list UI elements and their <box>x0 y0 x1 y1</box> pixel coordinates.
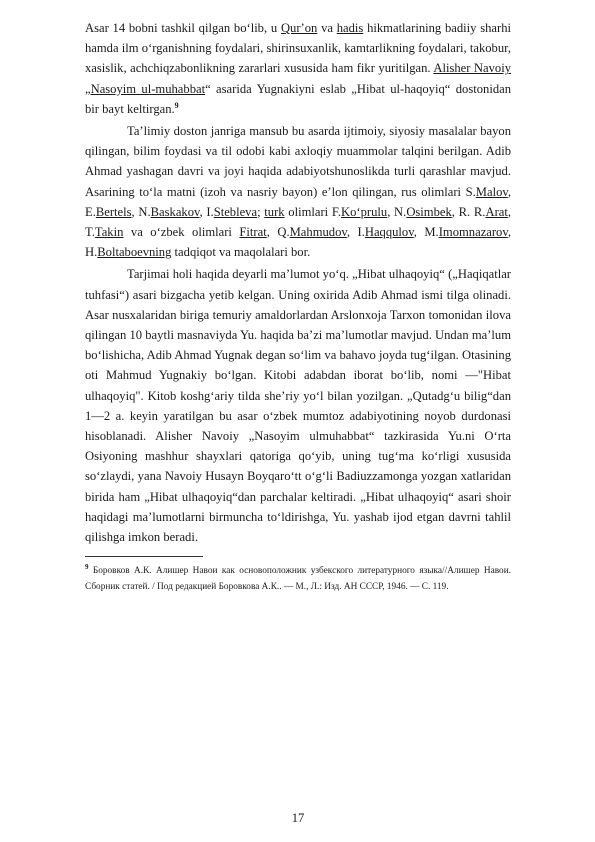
footnote-number: 9 <box>85 563 89 572</box>
text-run: “ asarida Yugnakiyni eslab „Hibat ul-haqoyiq“ dostonidan bir bayt keltirgan. <box>85 81 511 116</box>
link-imomnazarov[interactable]: Imomnazarov <box>438 225 508 240</box>
text-run: , H. <box>85 225 511 260</box>
link-haqqulov[interactable]: Haqqulov <box>364 225 414 240</box>
link-quron[interactable]: Qurʼon <box>280 21 318 35</box>
link-osimbek[interactable]: Osimbek <box>406 204 452 219</box>
link-alisher-navoiy[interactable]: Alisher Navoiy <box>433 61 512 76</box>
text-run: , N. <box>387 204 407 219</box>
text-run: , Q. <box>266 225 290 240</box>
text-run: va <box>317 21 337 35</box>
text-run: Asar 14 bobni tashkil qilgan boʻlib, u <box>85 21 281 35</box>
paragraph-3: Tarjimai holi haqida deyarli maʼlumot yoʻq. „Hibat ulhaqoyiq“ („Haqiqatlar tuhfasi“) asari bizgacha yetib kelgan. Uning oxirida Adib Ahmad ismi tilga olinadi. Asar nusxalaridan biriga temuriy amaldorlardan Arslonxoja Tarxon tomonidan ilova qilingan 10 baytli masnaviyda Yu. haqida baʼzi maʼlumotlar mavjud. Undan maʼlum boʻlishicha, Adib Ahmad Yugnak degan soʻlim va bahavo joyda tugʻilgan. Otasining oti Mahmud Yugnakiy boʻlgan. Kitobi adabdan iborat boʻlib, nomi —"Hibat ulhaqoyiq". Kitob koshgʻariy tilda sheʼriy yoʻl bilan yozilgan. „Qutadgʻu bilig“dan 1—2 a. keyin yaratilgan bu asar oʻzbek mumtoz adabiyotining noyob durdonasi hisoblanadi. Alisher Navoiy „Nasoyim ulmuhabbat“ tazkirasida Yu.ni Oʻrta Osiyoning mashhur shayxlari qatoriga qoʻyib, uning tugʻma koʻrligi xususida soʻzlaydi, yana Navoiy Husayn Boyqaroʻtt oʻgʻli Badiuzzamonga yozgan xatlaridan birida ham „Hibat ulhaqoyiq“dan parchalar keltiradi. „Hibat ulhaqoyiq“ asari shoir haqidagi maʼlumotlarni birmuncha toʻldirishga, Yu. yashab ijod etgan davrni tahlil qilishga imkon beradi. <box>85 267 511 545</box>
link-boltaboevning[interactable]: Boltaboevning <box>97 245 172 260</box>
text-run: tadqiqot va maqolalari bor. <box>171 245 311 260</box>
link-baskakov[interactable]: Baskakov <box>150 204 200 219</box>
text-run: , M. <box>413 225 439 240</box>
text-run: , I. <box>346 225 365 240</box>
paragraph-2 <box>85 121 511 262</box>
link-mahmudov[interactable]: Mahmudov <box>289 225 347 240</box>
text-run: ; <box>257 204 265 219</box>
text-run: Taʼlimiy doston janriga mansub bu asarda ijtimoiy, siyosiy masalalar bayon qilingan, bilim foydasi va til odobi kabi axloqiy muammolar talqini berilgan. Adib Ahmad yashagan davri va joyi haqida adabiyotshunoslikda turli qarashlar mavjud. Asarining toʻla matni (izoh va nasriy bayon) eʼlon qilingan, rus olimlari S. <box>85 124 511 199</box>
text-run: , E. <box>85 184 511 219</box>
link-koprulu[interactable]: Koʻprulu <box>341 204 388 219</box>
link-malov[interactable]: Malov <box>475 184 508 199</box>
text-run: va oʻzbek olimlari <box>123 225 240 240</box>
link-bertels[interactable]: Bertels <box>95 204 132 219</box>
text-run: hikmatlarining badiiy sharhi hamda ilm oʻrganishning foydalari, shirinsuxanlik, kamtarlikning foydalari, takobur, xasislik, achchiqzabonlikning zararlari xususida ham fikr yuritilgan. <box>85 21 512 76</box>
link-stebleva[interactable]: Stebleva <box>213 204 258 219</box>
footnote-text: Боровков А.К. Алишер Навои как основоположник узбекского литературного языка//Алишер Навои. Сборник статей. / Под редакцией Боровкова А.К.. — М., Л.: Изд. АН СССР, 1946. — С. 119. <box>85 566 511 593</box>
link-turk[interactable]: turk <box>264 204 285 219</box>
footnote <box>85 564 511 596</box>
text-run: , N. <box>131 204 151 219</box>
link-fitrat[interactable]: Fitrat <box>239 225 267 240</box>
link-nasoyim-ul-muhabbat[interactable]: Nasoyim ul-muhabbat <box>90 81 206 96</box>
text-run: , R. R. <box>451 204 486 219</box>
text-run: „ <box>85 81 91 96</box>
footnote-reference[interactable]: 9 <box>174 100 179 110</box>
paragraph-1 <box>85 18 511 119</box>
document-page <box>85 18 512 825</box>
link-arat[interactable]: Arat <box>485 204 508 219</box>
text-run: , T. <box>85 204 512 240</box>
page-number: 17 <box>291 811 305 825</box>
text-run: olimlari F. <box>284 204 342 219</box>
text-run: , I. <box>199 204 214 219</box>
footnote-separator <box>85 556 203 557</box>
link-hadis[interactable]: hadis <box>336 21 364 35</box>
link-takin[interactable]: Takin <box>94 225 124 240</box>
